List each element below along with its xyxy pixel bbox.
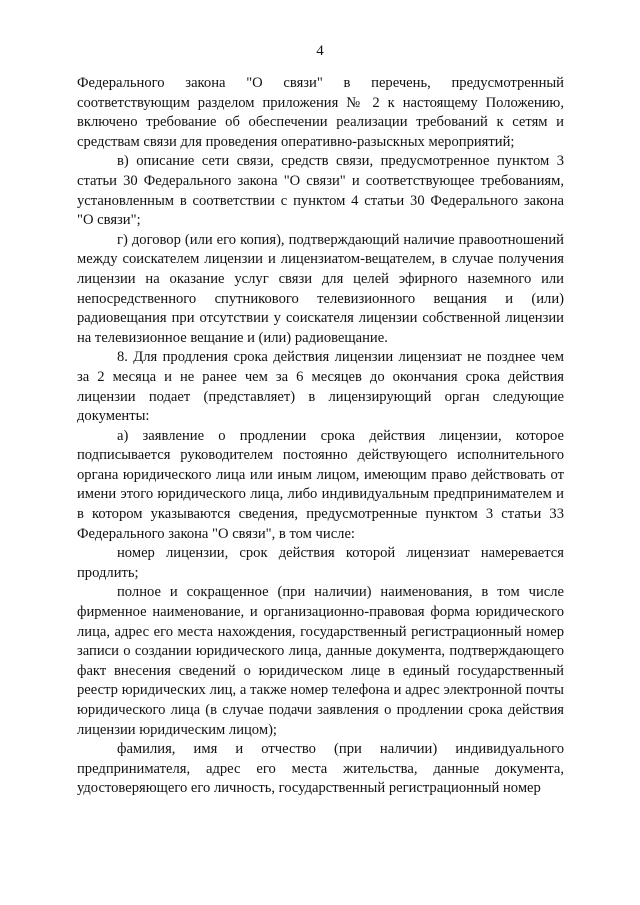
paragraph-section-8: 8. Для продления срока действия лицензии лицензиат не позднее чем за 2 месяца и не ранее чем за 6 месяцев до окончания срока действия лицензии подает (представляет) в лицензирующий орган следующие документы:: [77, 349, 564, 425]
paragraph-item-g: г) договор (или его копия), подтверждающий наличие правоотношений между соискателем лицензии и лицензиатом-вещателем, в случае получения лицензии на оказание услуг связи для целей эфирного наземного или непосредственного спутникового телевизионного вещания и (или) радиовещания при отсутствии у соискателя лицензии собственной лицензии на телевизионное вещание и (или) радиовещание.: [77, 231, 564, 346]
paragraph-individual-entrepreneur: фамилия, имя и отчество (при наличии) индивидуального предпринимателя, адрес его места жительства, данные документа, удостоверяющего его личность, государственный регистрационный номер: [77, 741, 564, 797]
paragraph-license-number: номер лицензии, срок действия которой лицензиат намеревается продлить;: [77, 545, 564, 581]
paragraph-continuation: Федерального закона "О связи" в перечень, предусмотренный соответствующим разделом приложения № 2 к настоящему Положению, включено требование об обеспечении реализации требований к сетям и средствам связи для проведения оперативно-разыскных мероприятий;: [77, 75, 564, 150]
paragraph-item-a: а) заявление о продлении срока действия лицензии, которое подписывается руководителем постоянно действующего исполнительного органа юридического лица или иным лицом, имеющим право действовать от имени этого юридического лица, либо индивидуальным предпринимателем и в котором указываются сведения, предусмотренные пунктом 3 статьи 33 Федерального закона "О связи", в том числе:: [77, 427, 564, 542]
paragraph-legal-entity-names: полное и сокращенное (при наличии) наименования, в том числе фирменное наименование, и организационно-правовая форма юридического лица, адрес его места нахождения, государственный регистрационный номер записи о создании юридического лица, данные документа, подтверждающего факт внесения сведений о юридическом лице в единый государственный реестр юридических лиц, а также номер телефона и адрес электронной почты юридического лица (в случае подачи заявления о продлении срока действия лицензии юридическим лицом);: [77, 584, 564, 738]
document-body: [77, 74, 564, 799]
page-number: 4: [316, 43, 324, 59]
paragraph-item-v: в) описание сети связи, средств связи, предусмотренное пунктом 3 статьи 30 Федерального закона "О связи" и соответствующее требованиям, установленным в соответствии с пунктом 4 статьи 30 Федерального закона "О связи";: [77, 153, 564, 229]
